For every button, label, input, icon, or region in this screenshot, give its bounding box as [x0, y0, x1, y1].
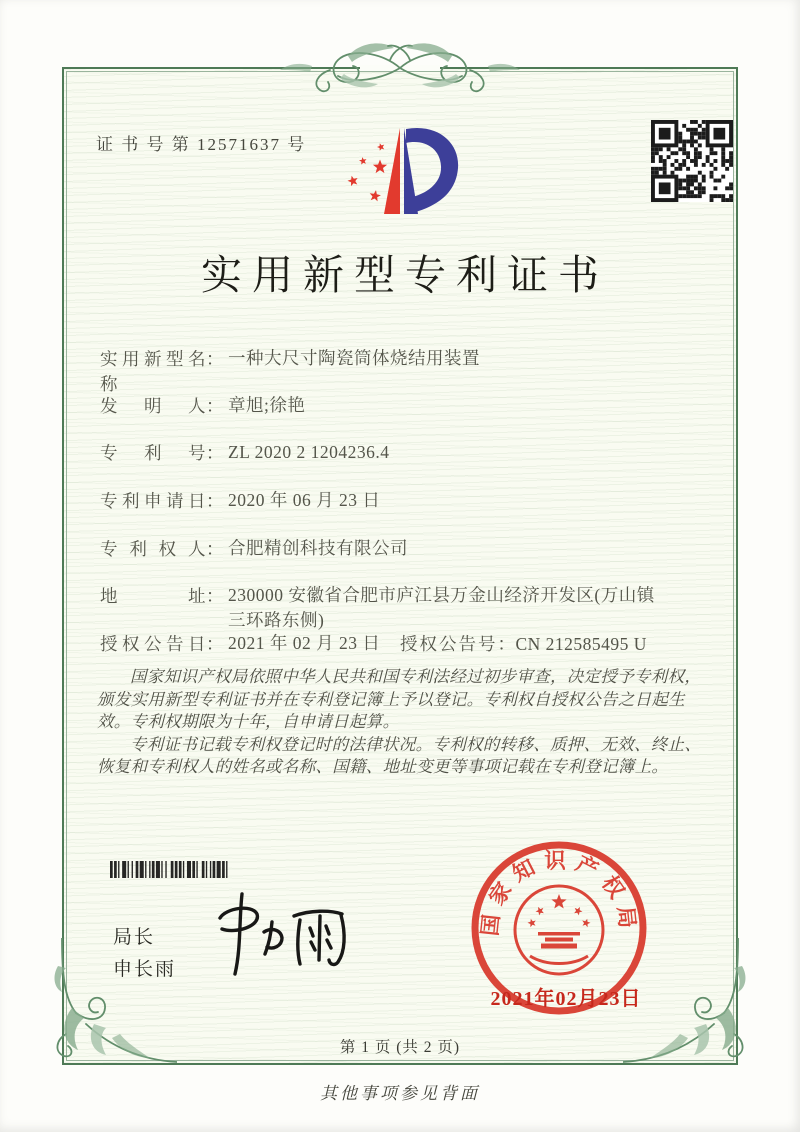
page-number: 第 1 页 (共 2 页)	[339, 1039, 461, 1056]
field-value: 2020 年 06 月 23 日	[228, 490, 381, 510]
director-name: 申长雨	[113, 959, 177, 980]
field-row-grant-date: 授权公告日： 2021 年 02 月 23 日 授权公告号：CN 212585495 U	[100, 633, 647, 654]
field-row-filing-date: 专利申请日： 2020 年 06 月 23 日	[100, 490, 381, 511]
field-value: 230000 安徽省合肥市庐江县万金山经济开发区(万山镇三环路东侧)	[228, 585, 655, 630]
field-row-name: 实用新型名称： 一种大尺寸陶瓷筒体烧结用装置	[100, 348, 480, 394]
cnipa-logo-icon	[334, 112, 466, 230]
national-emblem-icon	[515, 886, 603, 974]
certificate-number: 证 书 号 第 12571637 号	[96, 135, 307, 154]
field-label: 发明人	[100, 396, 206, 416]
legal-paragraph: 国家知识产权局依照中华人民共和国专利法经过初步审查，决定授予专利权，颁发实用新型专利证书并在专利登记簿上予以登记。专利权自授权公告之日起生效。专利权期限为十年，自申请日起算。	[97, 667, 702, 731]
field-label: 授权公告号	[400, 634, 498, 654]
field-label: 专利号	[100, 443, 206, 463]
qr-code	[651, 120, 733, 202]
field-label: 专利申请日	[100, 491, 206, 511]
seal-org-text: 国家知识产权局	[477, 849, 641, 938]
field-label: 地址	[100, 586, 206, 606]
field-label: 实用新型名称	[100, 349, 206, 394]
barcode	[110, 861, 310, 878]
seal-date: 2021年02月23日	[490, 988, 642, 1010]
field-row-grant-number: 授权公告号：CN 212585495 U	[400, 634, 647, 654]
legal-text	[97, 666, 713, 779]
field-label: 专利权人	[100, 539, 206, 559]
field-value: 章旭;徐艳	[228, 395, 306, 415]
field-row-address: 地址： 230000 安徽省合肥市庐江县万金山经济开发区(万山镇三环路东侧)	[100, 583, 666, 633]
legal-paragraph: 专利证书记载专利权登记时的法律状况。专利权的转移、质押、无效、终止、恢复和专利权人的姓名或名称、国籍、地址变更等事项记载在专利登记簿上。	[97, 734, 702, 776]
field-row-patentee: 专利权人： 合肥精创科技有限公司	[100, 538, 408, 559]
field-label: 授权公告日	[100, 634, 206, 654]
field-value: 合肥精创科技有限公司	[228, 538, 408, 558]
top-flourish-ornament-icon	[248, 34, 552, 106]
field-value: 一种大尺寸陶瓷筒体烧结用装置	[228, 348, 480, 368]
field-row-patent-no: 专利号： ZL 2020 2 1204236.4	[100, 442, 390, 463]
field-row-inventor: 发明人： 章旭;徐艳	[100, 395, 306, 416]
signature	[212, 888, 362, 980]
certificate-title: 实用新型专利证书	[201, 252, 609, 298]
field-value: 2021 年 02 月 23 日	[228, 633, 381, 653]
director-title: 局长	[113, 927, 156, 948]
field-value: CN 212585495 U	[515, 634, 647, 654]
back-side-note: 其他事项参见背面	[320, 1084, 480, 1103]
field-value: ZL 2020 2 1204236.4	[228, 442, 390, 462]
